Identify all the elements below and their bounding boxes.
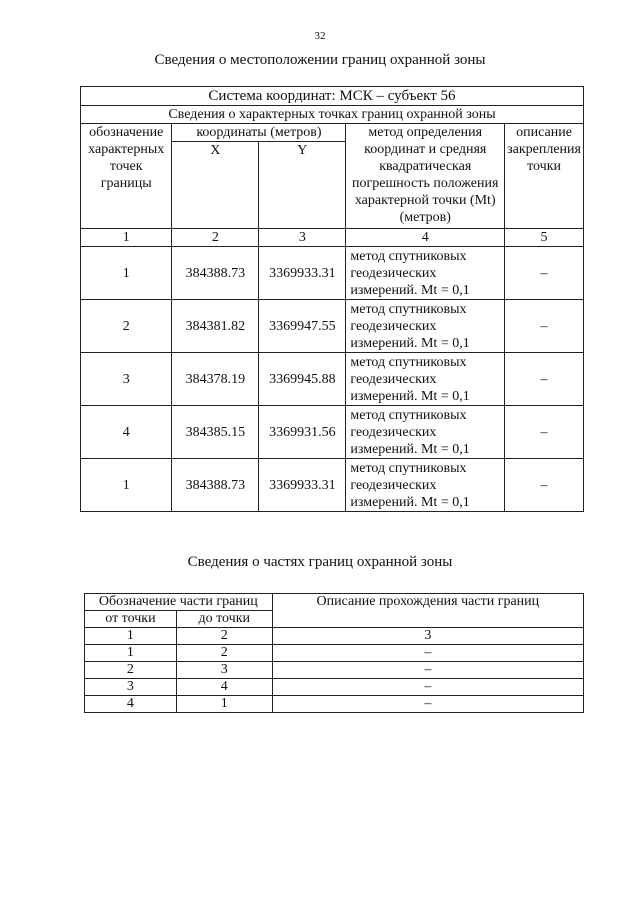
- coord-x: 384381.82: [172, 300, 259, 353]
- header-x: X: [172, 142, 259, 229]
- table-row: [85, 645, 584, 662]
- table-row: [85, 662, 584, 679]
- point-id: 1: [81, 459, 172, 512]
- header-part-description: Описание прохождения части границ: [272, 594, 583, 628]
- part-description: –: [272, 645, 583, 662]
- method-text: метод спутниковых геодезических измерений. Mt = 0,1: [346, 247, 505, 300]
- method-text: метод спутниковых геодезических измерений. Mt = 0,1: [346, 406, 505, 459]
- coord-x: 384378.19: [172, 353, 259, 406]
- section-title-boundary-parts: Сведения о частях границ охранной зоны: [187, 554, 453, 570]
- coord-x: 384385.15: [172, 406, 259, 459]
- fixing-description: –: [505, 406, 584, 459]
- fixing-description: –: [505, 300, 584, 353]
- coord-y: 3369933.31: [259, 247, 346, 300]
- to-point: 2: [176, 645, 272, 662]
- header-fixing-description: описание закрепления точки: [505, 124, 584, 229]
- boundary-parts-table: [84, 593, 584, 713]
- section-title-boundaries: Сведения о местоположении границ охранной зоны: [154, 52, 486, 68]
- coord-y: 3369945.88: [259, 353, 346, 406]
- column-number: 5: [505, 229, 584, 247]
- boundary-points-table: [80, 86, 584, 512]
- point-id: 1: [81, 247, 172, 300]
- fixing-description: –: [505, 353, 584, 406]
- column-number: 3: [259, 229, 346, 247]
- point-id: 4: [81, 406, 172, 459]
- table-row: [81, 353, 584, 406]
- header-point-designation: обозначение характерных точек границы: [81, 124, 172, 229]
- coord-y: 3369947.55: [259, 300, 346, 353]
- table-row: [81, 406, 584, 459]
- table-row: [81, 247, 584, 300]
- part-description: –: [272, 679, 583, 696]
- column-number: 4: [346, 229, 505, 247]
- header-part-designation: Обозначение части границ: [85, 594, 273, 611]
- table-row: [85, 679, 584, 696]
- column-number: 1: [85, 628, 177, 645]
- from-point: 2: [85, 662, 177, 679]
- table-row: [81, 300, 584, 353]
- column-number: 1: [81, 229, 172, 247]
- from-point: 1: [85, 645, 177, 662]
- coord-y: 3369933.31: [259, 459, 346, 512]
- table-row: [81, 459, 584, 512]
- method-text: метод спутниковых геодезических измерений. Mt = 0,1: [346, 459, 505, 512]
- coord-y: 3369931.56: [259, 406, 346, 459]
- method-text: метод спутниковых геодезических измерений. Mt = 0,1: [346, 353, 505, 406]
- header-to-point: до точки: [176, 611, 272, 628]
- coord-x: 384388.73: [172, 459, 259, 512]
- to-point: 4: [176, 679, 272, 696]
- column-number: 3: [272, 628, 583, 645]
- column-number: 2: [172, 229, 259, 247]
- page-number: 32: [314, 30, 326, 42]
- from-point: 4: [85, 696, 177, 713]
- characteristic-points-subheading: Сведения о характерных точках границ охранной зоны: [81, 106, 584, 124]
- coord-x: 384388.73: [172, 247, 259, 300]
- header-coordinates: координаты (метров): [172, 124, 346, 142]
- coordinate-system-header: Система координат: МСК – субъект 56: [81, 87, 584, 106]
- header-from-point: от точки: [85, 611, 177, 628]
- column-number: 2: [176, 628, 272, 645]
- from-point: 3: [85, 679, 177, 696]
- to-point: 1: [176, 696, 272, 713]
- point-id: 2: [81, 300, 172, 353]
- part-description: –: [272, 662, 583, 679]
- table-row: [85, 696, 584, 713]
- to-point: 3: [176, 662, 272, 679]
- fixing-description: –: [505, 459, 584, 512]
- header-y: Y: [259, 142, 346, 229]
- method-text: метод спутниковых геодезических измерений. Mt = 0,1: [346, 300, 505, 353]
- fixing-description: –: [505, 247, 584, 300]
- point-id: 3: [81, 353, 172, 406]
- part-description: –: [272, 696, 583, 713]
- header-method: метод определения координат и средняя квадратическая погрешность положения характерной точки (Mt) (метров): [346, 124, 505, 229]
